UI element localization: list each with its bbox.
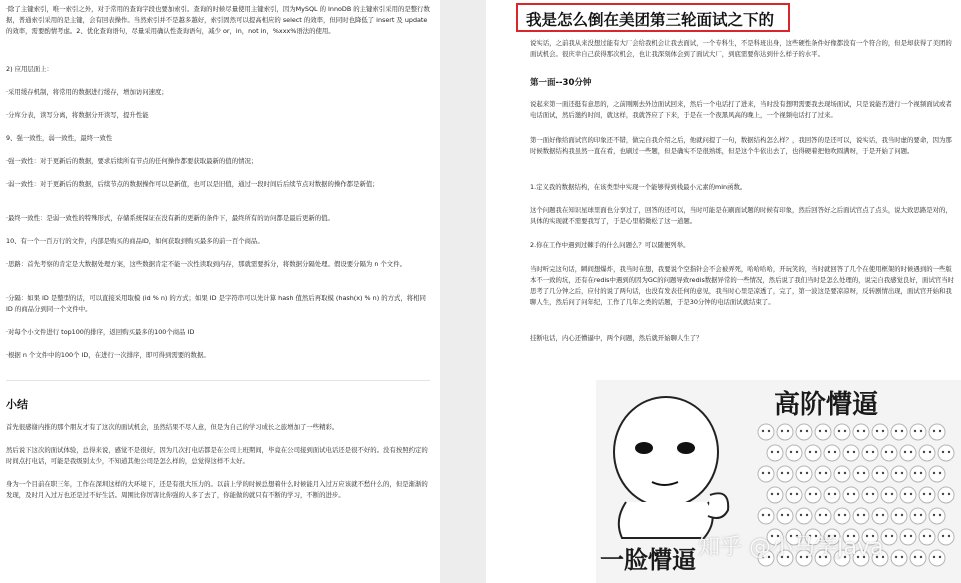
zhihu-watermark: 知乎 @小马学Java [698, 535, 884, 560]
crowd-face-eye [891, 493, 893, 495]
crowd-face-eye [904, 535, 906, 537]
crowd-face-eye [876, 430, 878, 432]
crowd-face [834, 424, 850, 440]
crowd-face [824, 487, 840, 503]
crowd-face [929, 508, 945, 524]
crowd-face-eye [790, 451, 792, 453]
crowd-face-eye [885, 535, 887, 537]
crowd-face-eye [901, 430, 903, 432]
crowd-face-eye [819, 430, 821, 432]
crowd-face-eye [885, 493, 887, 495]
crowd-face-eye [895, 556, 897, 558]
crowd-face-eye [933, 430, 935, 432]
meme-top-text: 高阶懵逼 [774, 390, 879, 420]
crowd-face-eye [882, 514, 884, 516]
crowd-face [910, 424, 926, 440]
crowd-face [910, 466, 926, 482]
crowd-face-eye [948, 451, 950, 453]
crowd-face-eye [800, 514, 802, 516]
crowd-face [805, 487, 821, 503]
crowd-face [891, 508, 907, 524]
meme-bottom-text: 一脸懵逼 [600, 546, 696, 574]
crowd-face [843, 445, 859, 461]
crowd-face [881, 487, 897, 503]
article-title: 我是怎么倒在美团第三轮面试之下的 [526, 11, 775, 29]
paragraph-thanks: 首先很感谢内推的那个朋友才有了这次的面试机会，虽然结果不尽人意，但是为自己的学习成长之旅增加了一些精彩。 [6, 423, 339, 431]
paragraph-index-tips: ·除了主键索引，唯一索引之外，对于常用的查询字段也要加索引。查询的时候尽量使用主键索引，因为MySQL 的 InnoDB 的主键索引采用的是整行数据，普通索引采用的是主键，会有回表操作。当然索引并不是越多越好，索引固然可以提高相应的 select 的效率，但同时也降低了 insert 及 update 的效率，需要酌情考虑。2、优化查询语句，尽量采用确认性查询语句，减少 or，in，not in，%xxx%语法的使用。 [6, 5, 430, 35]
paragraph-consistency-heading: 9、强一致性，弱一致性，最终一致性 [6, 134, 113, 142]
crowd-face-eye [929, 535, 931, 537]
crowd-face-eye [771, 493, 773, 495]
crowd-face [815, 424, 831, 440]
crowd-face [900, 445, 916, 461]
crowd-face-eye [910, 535, 912, 537]
crowd-face-eye [929, 451, 931, 453]
crowd-face-eye [762, 472, 764, 474]
crowd-face-eye [901, 556, 903, 558]
crowd-face-eye [838, 430, 840, 432]
paragraph-impression: 第一面好像给面试官的印象还不错，做完自我介绍之后，他就问提了一句，数据结构怎么样？，我回答的是还可以，说实话，我当时虚的要命，因为那时候数据结构我虽然一直在看，也刷过一些题，但是确实不是很熟练，但是这个牛依出去了，也得硬着把他吹圆满呀，于是开始了问题。 [530, 136, 952, 155]
crowd-face-eye [895, 472, 897, 474]
crowd-face-eye [787, 430, 789, 432]
crowd-face-eye [781, 514, 783, 516]
first-round-heading: 第一面--30分钟 [530, 78, 592, 88]
crowd-face-eye [939, 472, 941, 474]
crowd-face [891, 424, 907, 440]
crowd-face-eye [809, 493, 811, 495]
paragraph-weak-consistency: ·弱一致性：对于更新后的数据，后续节点的数据操作可以是新值，也可以是旧值，通过一段时间后后续节点对数据的操作都是新值； [6, 180, 379, 188]
crowd-face-eye [828, 493, 830, 495]
crowd-face-eye [904, 451, 906, 453]
summary-heading: 小结 [6, 398, 28, 411]
crowd-face-eye [762, 430, 764, 432]
crowd-face [929, 550, 945, 566]
crowd-face-eye [872, 493, 874, 495]
crowd-face-eye [796, 493, 798, 495]
crowd-face-eye [876, 472, 878, 474]
crowd-face-eye [787, 514, 789, 516]
crowd-face-eye [901, 472, 903, 474]
crowd-face-eye [891, 451, 893, 453]
crowd-face [758, 466, 774, 482]
crowd-face-eye [895, 514, 897, 516]
crowd-face-eye [781, 430, 783, 432]
crowd-face-eye [853, 451, 855, 453]
crowd-face-eye [863, 514, 865, 516]
crowd-face-eye [809, 451, 811, 453]
crowd-face [862, 487, 878, 503]
crowd-face [824, 445, 840, 461]
crowd-face-eye [948, 535, 950, 537]
crowd-face [853, 466, 869, 482]
crowd-face-eye [901, 514, 903, 516]
crowd-face-eye [781, 472, 783, 474]
crowd-face-eye [847, 451, 849, 453]
paragraph-cache: ·采用缓存机制，将常用的数据进行缓存，增加访问速度； [6, 88, 168, 96]
paragraph-question-2: 2.你在工作中遇到过棘手的什么问题么？可以随便列举。 [530, 241, 690, 249]
crowd-face-eye [771, 451, 773, 453]
paragraph-partition: ·分隔：如果 ID 是整型的话，可以直接采用取模 (id % n) 的方式；如果 ID 是字符串可以先计算 hash 值然后再取模 (hash(x) % n) 的方式，将相同 ID 的商品分到同一个文件中。 [6, 294, 426, 313]
paragraph-answer-1: 这个问题我在知识星球里面也分享过了，回答的还可以，当时可能是在刷面试题的时候有印象，然后回答好之后面试官点了点头，说大致思路是对的，具体的实现就不需要我写了，于是心里稍微松了这一道题。 [530, 206, 952, 225]
paragraph-reflection: 身为一个目前在职三年，工作在深圳这样的大环境下，还是有很大压力的。以前上学的时候总想着什么时候能月入过万应该就不愁什么的，但是渐渐的发现，及时月入过万也还是过不好生活。周围比你厉害比你强的人多了去了，你能做的就只有不断的学习，不断的进步。 [6, 480, 428, 499]
paragraph-final-sort: ·根据 n 个文件中的100个 ID，在进行一次排序，即可得到需要的数据。 [6, 351, 210, 359]
crowd-face [929, 466, 945, 482]
crowd-face [938, 529, 954, 545]
crowd-face [919, 487, 935, 503]
paragraph-approach: ·思路：首先考察的肯定是大数据处理方案，这些数据肯定不能一次性读取到内存，那就需要拆分，将数据分隔处理。假设要分隔为 n 个文件。 [6, 260, 406, 268]
meme-image [596, 380, 961, 583]
crowd-face [834, 508, 850, 524]
crowd-face [853, 508, 869, 524]
crowd-face-eye [796, 451, 798, 453]
crowd-face-eye [904, 493, 906, 495]
crowd-face-eye [910, 493, 912, 495]
crowd-face [777, 466, 793, 482]
crowd-face [900, 487, 916, 503]
crowd-face-eye [857, 472, 859, 474]
crowd-face-eye [806, 514, 808, 516]
crowd-face-eye [806, 472, 808, 474]
crowd-face-eye [923, 451, 925, 453]
crowd-face-eye [838, 472, 840, 474]
crowd-face-eye [768, 472, 770, 474]
crowd-face-eye [863, 472, 865, 474]
crowd-face [815, 508, 831, 524]
crowd-face [796, 466, 812, 482]
crowd-face-eye [787, 472, 789, 474]
crowd-face [891, 550, 907, 566]
crowd-face-eye [885, 451, 887, 453]
crowd-face-eye [929, 493, 931, 495]
crowd-face-eye [933, 556, 935, 558]
crowd-face-eye [933, 514, 935, 516]
crowd-face [929, 424, 945, 440]
crowd-face [805, 445, 821, 461]
crowd-face-eye [825, 430, 827, 432]
crowd-face [872, 508, 888, 524]
crowd-face-eye [847, 493, 849, 495]
crowd-face [872, 424, 888, 440]
section-divider [6, 380, 430, 381]
crowd-face [786, 487, 802, 503]
crowd-face-eye [914, 556, 916, 558]
crowd-face-eye [828, 451, 830, 453]
crowd-face-eye [866, 451, 868, 453]
crowd-face-eye [942, 535, 944, 537]
crowd-face [910, 550, 926, 566]
crowd-face [796, 424, 812, 440]
crowd-face [919, 529, 935, 545]
crowd-face-eye [819, 472, 821, 474]
crowd-face-eye [844, 472, 846, 474]
crowd-face [843, 487, 859, 503]
crowd-face [919, 445, 935, 461]
crowd-face [853, 424, 869, 440]
paragraph-answer-2: 当时听完这句话，瞬间想爆炸，我当时在想，我要说个空指针会不会被弄死，哈哈哈哈，开玩笑的，当时就回答了几个在使用框架的时候遇到的一些版本不一致的坑，还有在redis中遇到的因为GC的问题导致redis数据异常的一些情况，然后说了我们当时是怎么处理的，说完自我感觉良好，面试官当时思考了几分钟之后，应付的说了两句话，也没有发表任何的意见，我当时心里是凉透了，完了，第一波这是要凉凉呀，反转剧情出现，面试官开始和我聊人生，然后问了问年纪，工作了几年之类的话题，于是30分钟的电话面试就结束了。 [530, 265, 955, 306]
crowd-face-eye [815, 451, 817, 453]
crowd-face-eye [806, 430, 808, 432]
left-document-page [0, 0, 440, 583]
crowd-face-eye [844, 514, 846, 516]
paragraph-sort-files: ·对每个小文件进行 top100的排序，返回购买最多的100个商品 ID [6, 328, 195, 336]
crowd-face [777, 424, 793, 440]
paragraph-question-1: 1.定义我的数据结构，在该类型中实现一个能够得到栈最小元素的min函数。 [530, 183, 747, 191]
crowd-face-eye [920, 472, 922, 474]
paragraph-top100-question: 10、有一个一百万行的文件，内部是购买的商品ID，如何获取到购买最多的前一百个商品。 [6, 237, 264, 245]
crowd-face-eye [800, 472, 802, 474]
crowd-face-eye [838, 514, 840, 516]
paragraph-sharding: ·分库分表，读写分离，将数据分开读写，提升性能 [6, 111, 149, 119]
crowd-face-eye [948, 493, 950, 495]
crowd-face-eye [834, 493, 836, 495]
paragraph-strong-consistency: ·强一致性：对于更新后的数据，要求后续所有节点的任何操作都要获取最新的值的情况； [6, 157, 258, 165]
crowd-face [910, 508, 926, 524]
crowd-face-eye [942, 493, 944, 495]
crowd-face-eye [768, 430, 770, 432]
crowd-face-eye [876, 514, 878, 516]
crowd-face-eye [762, 514, 764, 516]
crowd-face-eye [939, 556, 941, 558]
crowd-face-eye [872, 451, 874, 453]
crowd-face [900, 529, 916, 545]
crowd-face [872, 466, 888, 482]
crowd-face [891, 466, 907, 482]
crowd-face [862, 445, 878, 461]
crowd-face-eye [895, 430, 897, 432]
crowd-face [796, 508, 812, 524]
crowd-face-eye [825, 472, 827, 474]
crowd-face-eye [777, 493, 779, 495]
page-gutter [440, 0, 486, 583]
crowd-face-eye [800, 430, 802, 432]
crowd-face-eye [863, 430, 865, 432]
crowd-face-eye [939, 430, 941, 432]
crowd-face-eye [920, 430, 922, 432]
crowd-face-eye [920, 556, 922, 558]
crowd-face [834, 466, 850, 482]
crowd-face [938, 487, 954, 503]
paragraph-first-call: 说起来第一面还挺有意思的，之前刚刚去外边面试回来，然后一个电话打了进来，当时没有想明需要我去现场面试，只是说能否进行一个视频面试或者电话面试，然后邀约时间，就这样，我就答应了下来，于是在一个夜黑风高的晚上，一个视频电话打了过来。 [530, 100, 952, 119]
crowd-face-eye [834, 451, 836, 453]
crowd-face-eye [882, 472, 884, 474]
crowd-face-eye [891, 535, 893, 537]
crowd-face-eye [933, 472, 935, 474]
crowd-face-eye [914, 472, 916, 474]
big-face-icon [604, 390, 739, 540]
crowd-face [758, 424, 774, 440]
crowd-face-eye [857, 514, 859, 516]
paragraph-eventual-consistency: ·最终一致性：是弱一致性的特殊形式，存储系统保证在没有新的更新的条件下，最终所有的访问都是最后更新的值。 [6, 214, 334, 222]
crowd-face-eye [923, 493, 925, 495]
crowd-face [767, 445, 783, 461]
crowd-face [767, 487, 783, 503]
crowd-face-eye [914, 430, 916, 432]
crowd-face-eye [844, 430, 846, 432]
paragraph-intro: 说实话，之前我从来没想过能有大厂会给我机会让我去面试，一个专科生，不是科班出身，这些硬性条件好像都没有一个符合的，但是却获得了美团的面试机会。很庆幸自己获得那次机会，也让我深刻体会到了面试大厂，到底需要你达到什么样子的水平。 [530, 39, 952, 58]
crowd-face [881, 445, 897, 461]
crowd-face-eye [777, 451, 779, 453]
crowd-face [777, 508, 793, 524]
crowd-face-eye [882, 430, 884, 432]
crowd-face-eye [942, 451, 944, 453]
paragraph-app-layer: 2) 应用层面上： [6, 65, 53, 73]
crowd-face [758, 508, 774, 524]
crowd-face-eye [923, 535, 925, 537]
crowd-face-eye [914, 514, 916, 516]
crowd-face-eye [819, 514, 821, 516]
crowd-face [815, 466, 831, 482]
paragraph-experience: 然后说下这次的面试体验，总得来说，感觉不是很好，因为几次打电话都是在公司上班期间，毕竟在公司接到面试电话还是很不好的。没有按照约定的时间点打电话，可能是我级别太少，不知道其他公司是怎么样的，总觉得这样不太好。 [6, 446, 428, 465]
crowd-face-eye [910, 451, 912, 453]
paragraph-ending: 挂断电话，内心还懵逼中，两个问题，然后就开始聊人生了？ [530, 334, 703, 342]
crowd-face [786, 445, 802, 461]
crowd-face-eye [866, 493, 868, 495]
crowd-face-eye [853, 493, 855, 495]
crowd-face-eye [857, 430, 859, 432]
crowd-face-eye [815, 493, 817, 495]
crowd-face-eye [768, 514, 770, 516]
crowd-face-eye [825, 514, 827, 516]
crowd-face [938, 445, 954, 461]
crowd-face-eye [939, 514, 941, 516]
crowd-face-eye [790, 493, 792, 495]
crowd-face-eye [920, 514, 922, 516]
